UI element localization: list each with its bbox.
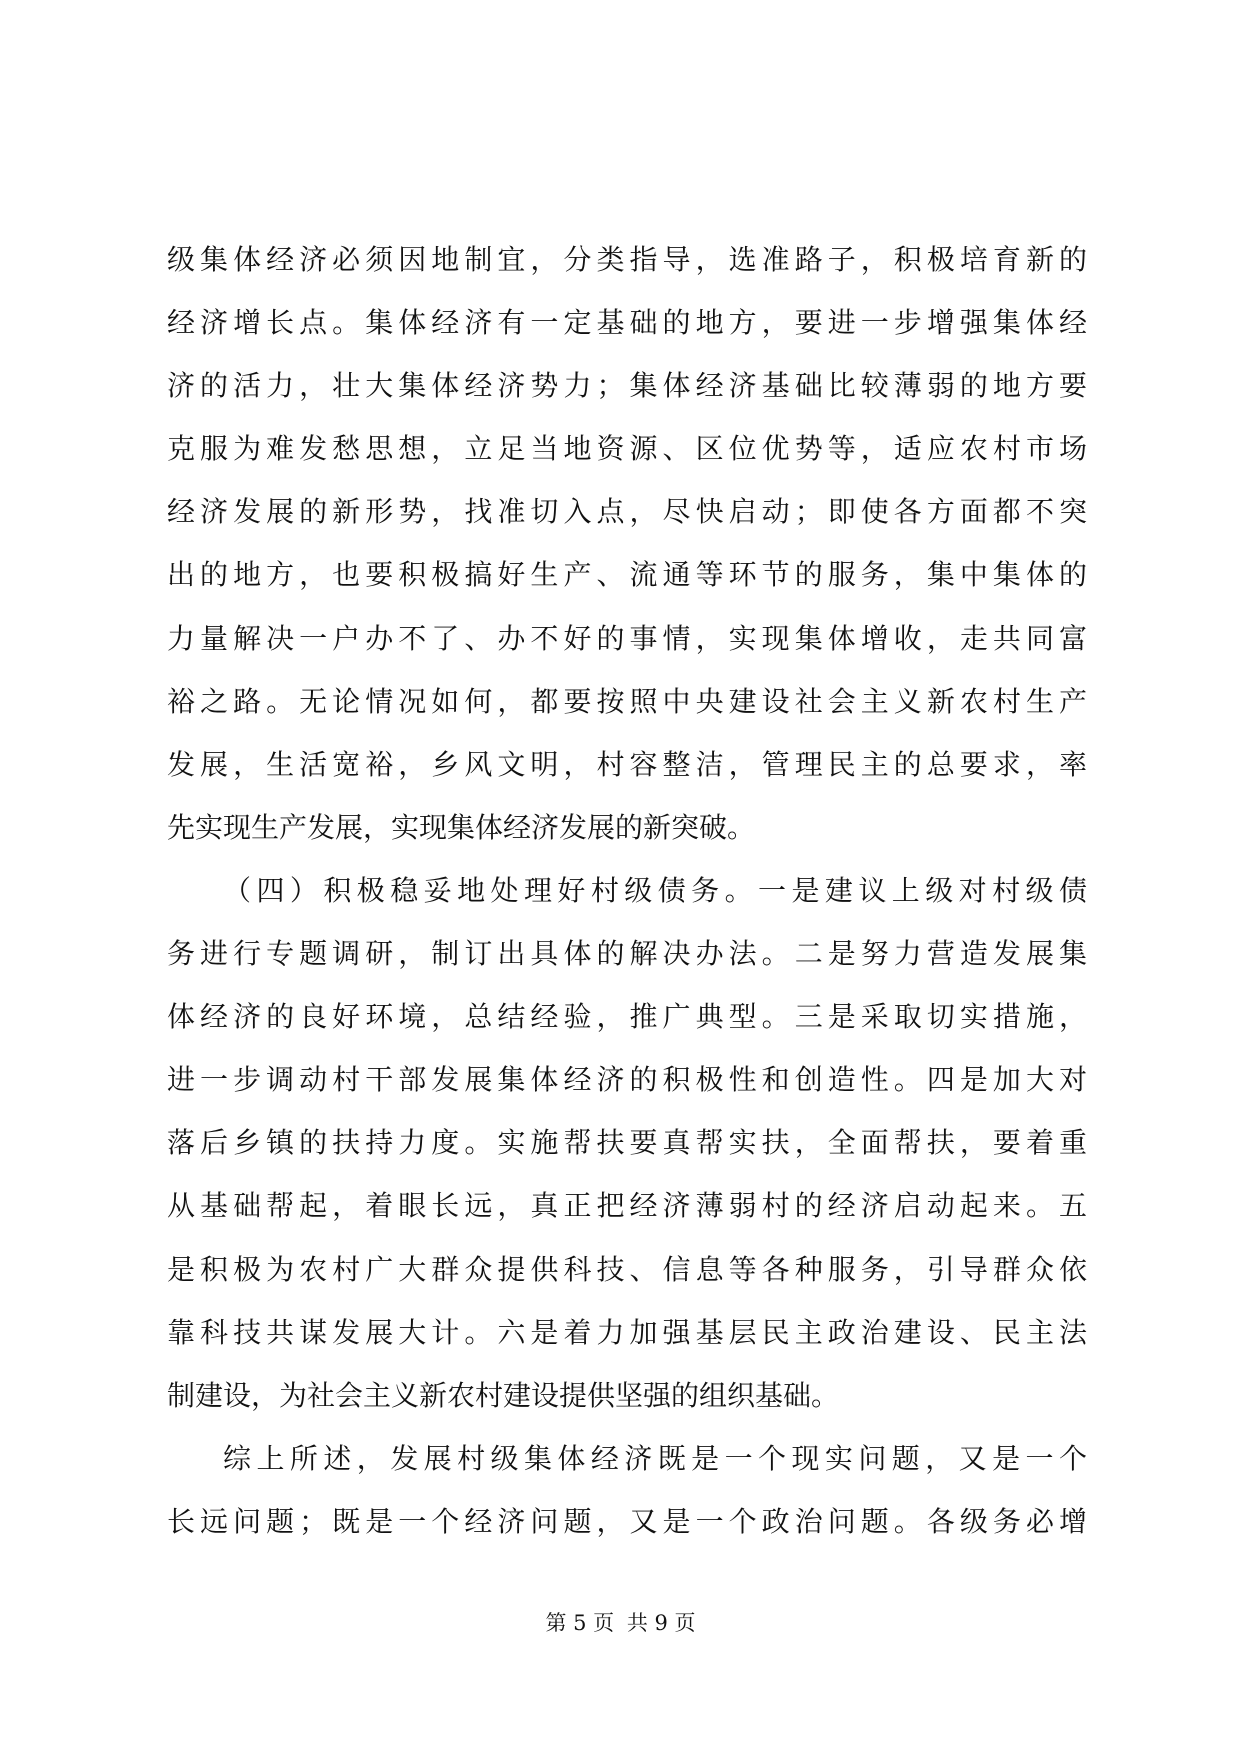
text-line-11: （四）积极稳妥地处理好村级债务。一是建议上级对村级债 <box>223 873 1087 907</box>
text-line-3: 济的活力，壮大集体经济势力；集体经济基础比较薄弱的地方要 <box>167 369 1087 403</box>
text-line-6: 出的地方，也要积极搞好生产、流通等环节的服务，集中集体的 <box>167 558 1087 592</box>
text-line-2: 经济增长点。集体经济有一定基础的地方，要进一步增强集体经 <box>167 306 1087 340</box>
page-total: 共 9 页 <box>626 1611 696 1635</box>
text-line-10: 先实现生产发展，实现集体经济发展的新突破。 <box>167 810 756 844</box>
text-line-20: 综上所述，发展村级集体经济既是一个现实问题，又是一个 <box>223 1441 1087 1475</box>
text-line-8: 裕之路。无论情况如何，都要按照中央建设社会主义新农村生产 <box>167 684 1087 718</box>
text-line-16: 从基础帮起，着眼长远，真正把经济薄弱村的经济启动起来。五 <box>167 1189 1087 1223</box>
text-line-15: 落后乡镇的扶持力度。实施帮扶要真帮实扶，全面帮扶，要着重 <box>167 1126 1087 1160</box>
text-line-4: 克服为难发愁思想，立足当地资源、区位优势等，适应农村市场 <box>167 432 1087 466</box>
text-line-7: 力量解决一户办不了、办不好的事情，实现集体增收，走共同富 <box>167 621 1087 655</box>
text-line-9: 发展，生活宽裕，乡风文明，村容整洁，管理民主的总要求，率 <box>167 747 1087 781</box>
text-line-5: 经济发展的新形势，找准切入点，尽快启动；即使各方面都不突 <box>167 495 1087 529</box>
text-line-14: 进一步调动村干部发展集体经济的积极性和创造性。四是加大对 <box>167 1063 1087 1097</box>
document-body <box>167 228 1087 1553</box>
text-line-21: 长远问题；既是一个经济问题，又是一个政治问题。各级务必增 <box>167 1504 1087 1538</box>
text-line-17: 是积极为农村广大群众提供科技、信息等各种服务，引导群众依 <box>167 1252 1087 1286</box>
text-line-1: 级集体经济必须因地制宜，分类指导，选准路子，积极培育新的 <box>167 243 1087 276</box>
page-footer <box>0 1608 1241 1638</box>
text-line-18: 靠科技共谋发展大计。六是着力加强基层民主政治建设、民主法 <box>167 1315 1087 1349</box>
page-number: 第 5 页 <box>545 1611 615 1635</box>
text-line-19: 制建设，为社会主义新农村建设提供坚强的组织基础。 <box>167 1378 840 1412</box>
text-line-13: 体经济的良好环境，总结经验，推广典型。三是采取切实措施， <box>167 1000 1087 1034</box>
text-line-12: 务进行专题调研，制订出具体的解决办法。二是努力营造发展集 <box>167 937 1087 971</box>
